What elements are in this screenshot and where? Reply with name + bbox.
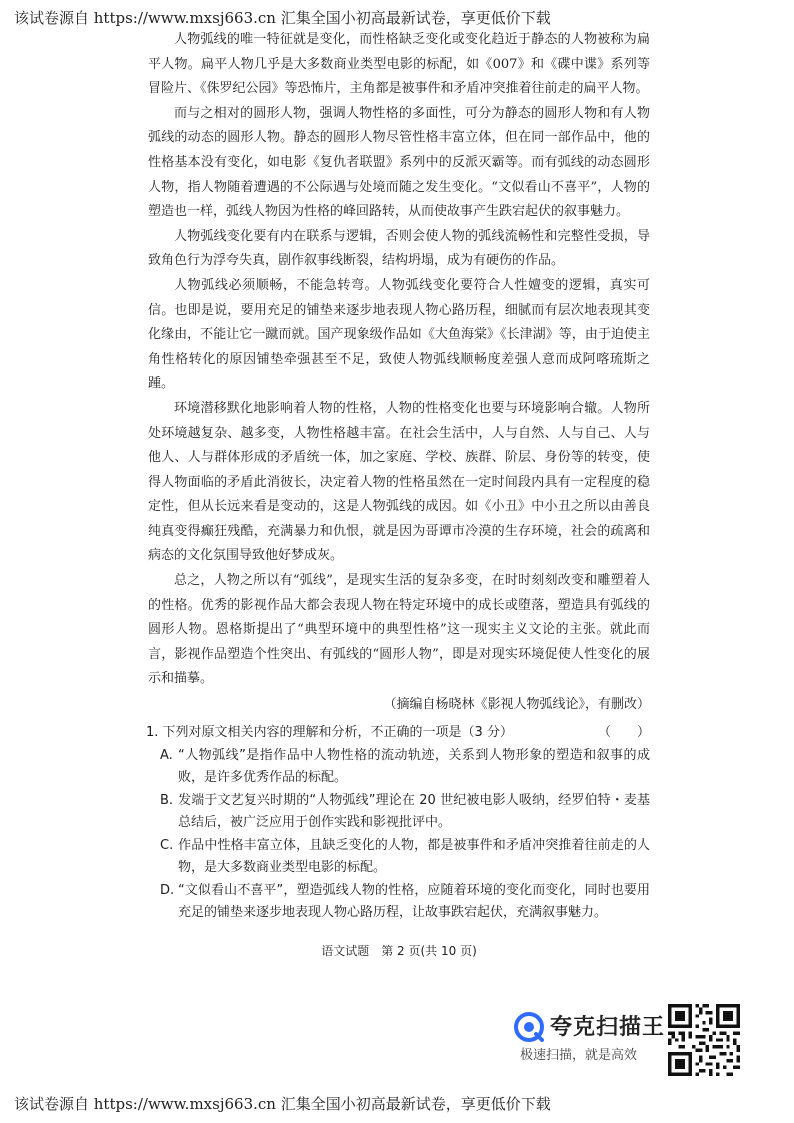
article-source: （摘编自杨晓林《影视人物弧线论》，有删改） [383,697,650,713]
option-text: “人物弧线”是指作品中人物性格的流动轨迹，关系到人物形象的塑造和叙事的成败，是许多优秀作品的标配。 [178,747,650,786]
article-paragraph: 环境潜移默化地影响着人物的性格，人物的性格变化也要与环境影响合辙。人物所处环境越复杂、越多变，人物性格越丰富。在社会生活中，人与自然、人与自己、人与他人、人与群体形成的矛盾统一体，加之家庭、学校、族群、阶层、身份等的转变，使得人物面临的矛盾此消彼长，决定着人物的性格虽然在一定时间段内具有一定程度的稳定性，但从长远来看是变动的，这是人物弧线的成因。如《小丑》中小丑之所以由善良纯真变得癫狂残酷，充满暴力和仇恨，就是因为哥谭市冷漠的生存环境，社会的疏离和病态的文化氛围导致他好梦成灰。 [148,400,650,564]
scanner-logo-icon [514,1012,544,1042]
scanner-watermark [514,1010,664,1066]
option-d [160,880,650,925]
option-letter: D. [160,882,175,898]
question-stem [146,722,650,745]
option-text: “文似看山不喜平”，塑造弧线人物的性格，应随着环境的变化而变化，同时也要用充足的铺垫来逐步地表现人物心路历程，让故事跌宕起伏，充满叙事魅力。 [178,882,650,921]
article-paragraph: 人物弧线必须顺畅，不能急转弯。人物弧线变化要符合人性嬗变的逻辑，真实可信。也即是说，要用充足的铺垫来逐步地表现人物心路历程，细腻而有层次地表现其变化缘由，不能让它一蹴而就。国产现象级作品如《大鱼海棠》《长津湖》等，由于迫使主角性格转化的原因铺垫牵强甚至不足，致使人物弧线顺畅度差强人意而成阿喀琉斯之踵。 [148,277,650,392]
option-letter: A. [160,747,173,763]
article-paragraph: 而与之相对的圆形人物，强调人物性格的多面性，可分为静态的圆形人物和有人物弧线的动态的圆形人物。静态的圆形人物尽管性格丰富立体，但在同一部作品中，他的性格基本没有变化，如电影《复仇者联盟》系列中的反派灭霸等。而有弧线的动态圆形人物，指人物随着遭遇的不公际遇与处境而随之发生变化。“文似看山不喜平”，人物的塑造也一样，弧线人物因为性格的峰回路转，从而使故事产生跌宕起伏的叙事魅力。 [148,105,650,220]
option-text: 作品中性格丰富立体，且缺乏变化的人物，都是被事件和矛盾冲突推着往前走的人物，是大多数商业类型电影的标配。 [178,837,650,876]
option-text: 发端于文艺复兴时期的“人物弧线”理论在 20 世纪被电影人吸纳，经罗伯特・麦基总结后，被广泛应用于创作实践和影视批评中。 [178,792,650,831]
scanner-slogan: 极速扫描，就是高效 [520,1048,638,1063]
option-b [160,790,650,835]
option-letter: C. [160,837,174,853]
page-number-footer: 语文试题 第 2 页(共 10 页) [321,943,477,958]
qr-code-icon [668,1004,740,1076]
article-paragraph: 总之，人物之所以有“弧线”，是现实生活的复杂多变，在时时刻刻改变和雕塑着人的性格。优秀的影视作品大都会表现人物在特定环境中的成长或堕落，塑造具有弧线的圆形人物。恩格斯提出了“典型环境中的典型性格”这一现实主义文论的主张。就此而言，影视作品塑造个性突出、有弧线的“圆形人物”，即是对现实环境促使人性变化的展示和描摹。 [148,573,650,687]
article-paragraph: 人物弧线变化要有内在联系与逻辑，否则会使人物的弧线流畅性和完整性受损，导致角色行为浮夸失真，剧作叙事线断裂，结构坍塌，成为有硬伤的作品。 [148,228,650,269]
scanner-app-name: 夸克扫描王 [550,1015,666,1040]
option-c [160,835,650,880]
top-source-banner: 该试卷源自 https://www.mxsj663.cn 汇集全国小初高最新试卷，享更低价下载 [14,9,551,27]
question-stem-text: 1. 下列对原文相关内容的理解和分析，不正确的一项是（3 分） [146,725,513,741]
answer-blank: （ ） [597,725,650,741]
bottom-source-banner: 该试卷源自 https://www.mxsj663.cn 汇集全国小初高最新试卷，享更低价下载 [14,1095,551,1113]
document-body [148,28,650,963]
option-a [160,745,650,790]
article-paragraph: 人物弧线的唯一特征就是变化，而性格缺乏变化或变化趋近于静态的人物被称为扁平人物。扁平人物几乎是大多数商业类型电影的标配，如《007》和《碟中谍》系列等冒险片、《侏罗纪公园》等恐怖片，主角都是被事件和矛盾冲突推着往前走的扁平人物。 [148,32,650,97]
question-1 [148,722,650,925]
option-letter: B. [160,792,174,808]
